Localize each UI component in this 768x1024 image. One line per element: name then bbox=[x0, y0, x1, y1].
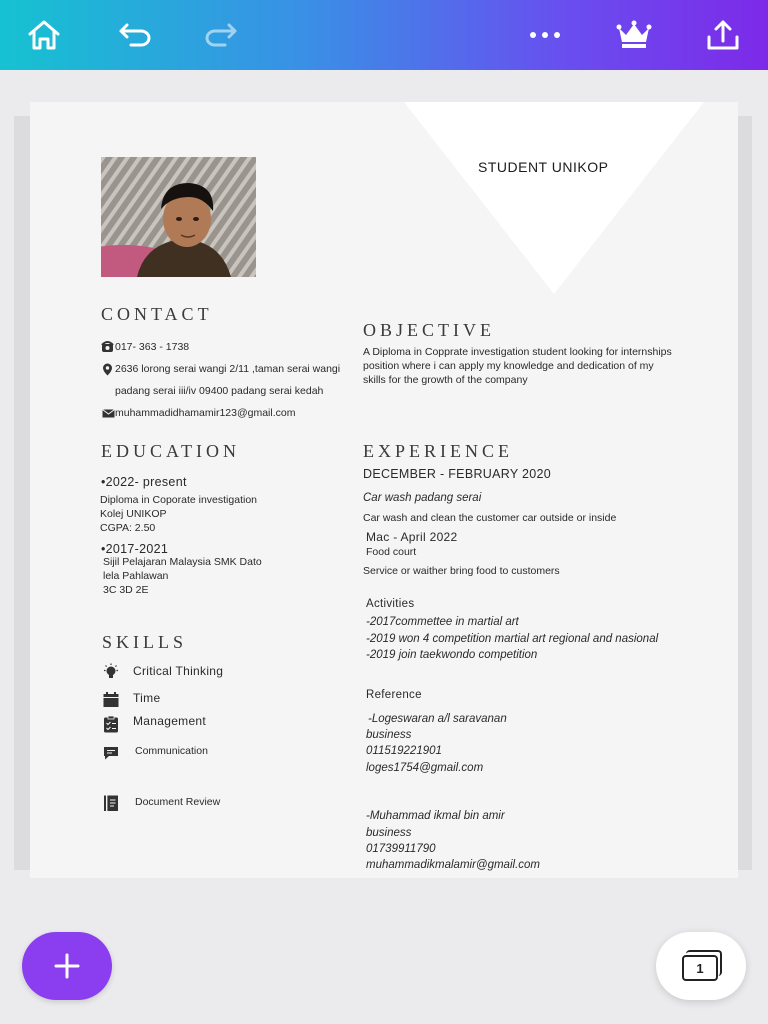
education-cgpa: CGPA: 2.50 bbox=[100, 522, 156, 534]
activity-item-2: -2019 won 4 competition martial art regional and nasional bbox=[366, 633, 659, 645]
reference-1-role: business bbox=[366, 729, 412, 741]
calendar-icon bbox=[102, 691, 120, 709]
location-pin-icon bbox=[101, 363, 114, 376]
reference-1-phone: 011519221901 bbox=[366, 745, 442, 757]
skill-item-4: Communication bbox=[135, 745, 208, 757]
home-button[interactable] bbox=[20, 12, 68, 58]
reference-1-email: loges1754@gmail.com bbox=[366, 762, 484, 774]
share-button[interactable] bbox=[699, 12, 747, 58]
page-count: 1 bbox=[682, 955, 718, 981]
undo-button[interactable] bbox=[111, 12, 159, 58]
phone-icon bbox=[101, 340, 114, 353]
experience-heading: EXPERIENCE bbox=[363, 441, 513, 461]
experience-role-1: Car wash padang serai bbox=[363, 492, 482, 504]
mail-icon bbox=[102, 407, 115, 420]
reference-label: Reference bbox=[366, 689, 422, 701]
plus-icon bbox=[52, 951, 82, 981]
experience-period-2: Mac - April 2022 bbox=[366, 530, 458, 544]
objective-text: A Diploma in Copprate investigation student looking for internships position where i can apply my knowledge and dedication of my skills for the growth of the company bbox=[363, 346, 672, 386]
home-icon bbox=[26, 19, 62, 51]
redo-icon bbox=[203, 21, 239, 49]
education-heading: EDUCATION bbox=[101, 441, 240, 461]
education-degree: Diploma in Coporate investigation bbox=[100, 494, 258, 506]
experience-desc-2: Service or waither bring food to customers bbox=[363, 565, 560, 577]
reference-1-name: -Logeswaran a/l saravanan bbox=[368, 713, 507, 725]
top-toolbar bbox=[0, 0, 768, 70]
experience-desc-1: Car wash and clean the customer car outside or inside bbox=[363, 512, 617, 524]
activity-item-1: -2017commettee in martial art bbox=[366, 616, 519, 628]
lightbulb-icon bbox=[102, 663, 120, 681]
experience-role-2: Food court bbox=[366, 546, 417, 558]
contact-address-line2: padang serai iii/iv 09400 padang serai kedah bbox=[115, 385, 324, 397]
resume-page[interactable] bbox=[30, 102, 738, 878]
skill-item-2: Time bbox=[133, 691, 161, 705]
decorative-triangle bbox=[404, 102, 704, 294]
clipboard-icon bbox=[102, 715, 120, 733]
activity-item-3: -2019 join taekwondo competition bbox=[366, 649, 538, 661]
activities-label: Activities bbox=[366, 598, 415, 610]
profile-photo bbox=[101, 157, 256, 277]
resume-title: STUDENT UNIKOP bbox=[478, 159, 609, 175]
reference-2-name: -Muhammad ikmal bin amir bbox=[366, 810, 505, 822]
more-button[interactable] bbox=[521, 12, 569, 58]
redo-button[interactable] bbox=[197, 12, 245, 58]
chat-icon bbox=[102, 744, 120, 762]
contact-address-line1: 2636 lorong serai wangi 2/11 ,taman serai wangi bbox=[115, 363, 341, 375]
crown-icon bbox=[615, 20, 653, 50]
undo-icon bbox=[117, 21, 153, 49]
share-icon bbox=[705, 19, 741, 51]
experience-period-1: DECEMBER - FEBRUARY 2020 bbox=[363, 467, 552, 481]
document-icon bbox=[102, 794, 120, 812]
objective-heading: OBJECTIVE bbox=[363, 320, 495, 340]
skills-heading: SKILLS bbox=[102, 632, 188, 652]
reference-2-email: muhammadikmalamir@gmail.com bbox=[366, 859, 540, 871]
education-period-2: •2017-2021 bbox=[101, 542, 169, 556]
pages-icon bbox=[680, 949, 722, 983]
skill-item-5: Document Review bbox=[135, 796, 221, 808]
contact-phone: 017- 363 - 1738 bbox=[115, 341, 190, 353]
education-spm: Sijil Pelajaran Malaysia SMK Dato bbox=[103, 556, 262, 568]
contact-email: muhammadidhamamir123@gmail.com bbox=[115, 407, 296, 419]
premium-button[interactable] bbox=[610, 12, 658, 58]
reference-2-role: business bbox=[366, 827, 412, 839]
education-school-1: Kolej UNIKOP bbox=[100, 508, 167, 520]
more-icon bbox=[527, 30, 563, 40]
education-grades: 3C 3D 2E bbox=[103, 584, 149, 596]
reference-2-phone: 01739911790 bbox=[366, 843, 436, 855]
add-element-button[interactable] bbox=[22, 932, 112, 1000]
education-school-2: lela Pahlawan bbox=[103, 570, 169, 582]
education-period-1: •2022- present bbox=[101, 475, 187, 489]
skill-item-3: Management bbox=[133, 714, 207, 728]
contact-heading: CONTACT bbox=[101, 304, 213, 324]
skill-item-1: Critical Thinking bbox=[133, 664, 224, 678]
pages-button[interactable] bbox=[656, 932, 746, 1000]
